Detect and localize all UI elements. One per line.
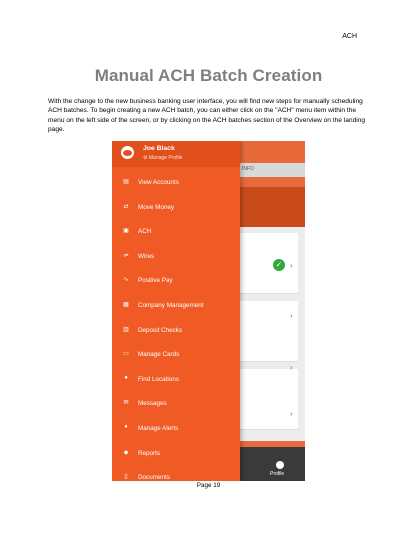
alert-icon: ♦ [124,423,128,430]
menu-item-wires[interactable] [112,245,240,270]
menu-item-manage-alerts[interactable] [112,417,240,442]
transfer-icon: ⇄ [123,203,129,210]
menu-item-move-money[interactable] [112,196,240,221]
location-icon: ● [124,374,128,381]
menu-item-label: View Accounts [138,179,179,186]
page-number: Page 19 [196,482,221,489]
menu-item-deposit-checks[interactable] [112,319,240,344]
accounts-icon: ▤ [123,179,129,185]
profile-nav-label[interactable]: Profile [270,471,285,477]
documents-icon: ▯ [124,474,128,481]
header-section-label: ACH [342,33,357,40]
tab-info[interactable]: INFO [242,166,254,172]
side-menu-drawer [112,141,240,481]
overview-card[interactable] [240,369,298,430]
wires-icon: ⇌ [123,252,129,259]
intro-paragraph: With the change to the new business banking user interface, you will find new steps for manually scheduling ACH batches. To begin creating a new ACH batch, you can either click on the "ACH" menu item within the menu on the left side of the screen, or by clicking on the ACH batches section of the Overview on the landing page. [48,98,366,134]
profile-icon[interactable] [276,461,284,469]
menu-item-view-accounts[interactable] [112,171,240,196]
ach-icon: ▣ [123,228,129,235]
chevron-right-icon[interactable]: › [290,311,293,320]
menu-item-reports[interactable] [112,442,240,467]
menu-item-label: Positive Pay [138,277,173,285]
overview-banner [240,187,305,227]
menu-item-label: Documents [138,474,170,481]
menu-item-label: Manage Alerts [138,424,179,432]
menu-item-label: Company Management [138,301,204,309]
menu-item-label: Deposit Checks [138,326,183,334]
menu-item-ach[interactable] [112,220,240,245]
menu-item-label: Find Locations [138,375,179,383]
menu-item-label: Manage Cards [138,351,180,359]
user-name: Joe Black [143,145,175,152]
menu-item-manage-cards[interactable] [112,343,240,368]
chevron-right-icon[interactable]: › [290,261,293,270]
drawer-header [112,141,240,167]
manage-profile-link[interactable]: ⚙ Manage Profile [143,155,183,161]
menu-item-company-management[interactable] [112,294,240,319]
reports-icon: ◆ [123,449,129,456]
positive-pay-icon: ∿ [123,277,129,284]
page-title: Manual ACH Batch Creation [94,66,323,85]
menu-item-label: Wires [138,252,155,260]
app-screenshot [112,141,305,481]
menu-item-find-locations[interactable] [112,368,240,393]
chevron-right-icon[interactable]: › [290,409,293,418]
card-icon: ▭ [123,351,129,358]
check-icon: ✓ [273,259,285,271]
menu-item-label: Messages [138,400,167,408]
deposit-icon: ▥ [123,326,129,333]
menu-item-label: ACH [138,228,152,236]
avatar[interactable] [121,146,134,159]
menu-item-documents[interactable] [112,466,240,481]
menu-item-label: Move Money [138,203,175,211]
chevron-right-icon[interactable]: › [290,363,293,372]
company-icon: ▦ [123,301,129,308]
menu-item-label: Reports [138,449,161,457]
side-menu [112,171,240,481]
message-icon: ✉ [123,400,129,407]
manage-profile-label[interactable]: Manage Profile [148,155,183,161]
menu-item-positive-pay[interactable] [112,269,240,294]
menu-item-messages[interactable] [112,392,240,417]
